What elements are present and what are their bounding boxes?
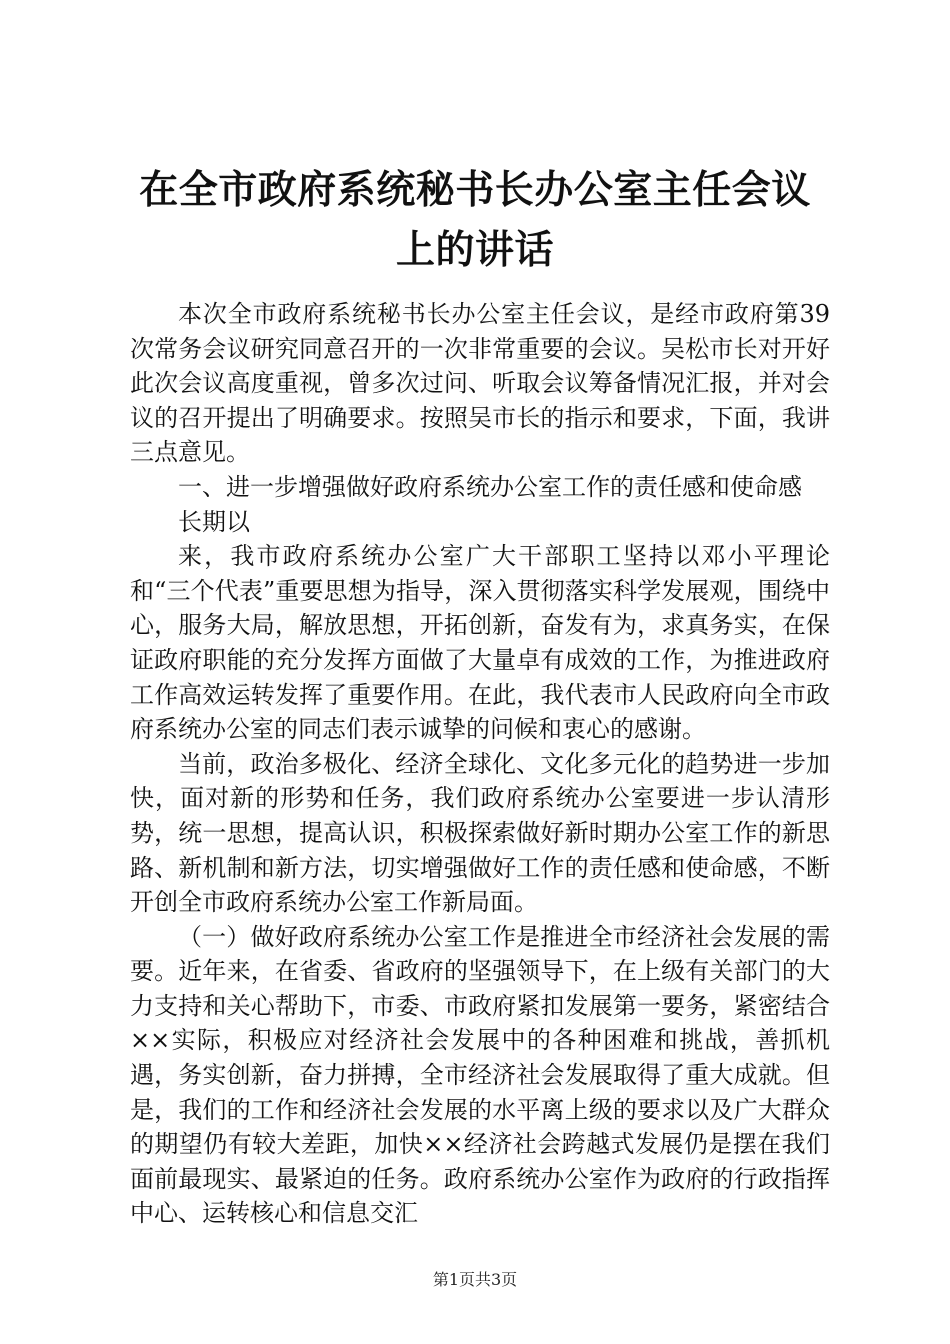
paragraph-intro: 本次全市政府系统秘书长办公室主任会议，是经市政府第39次常务会议研究同意召开的一次非常重要的会议。吴松市长对开好此次会议高度重视，曾多次过问、听取会议筹备情况汇报，并对会议的召开提出了明确要求。按照吴市长的指示和要求，下面，我讲三点意见。 xyxy=(130,300,830,467)
page-number: 第1页 xyxy=(432,1270,475,1289)
document-title: 在全市政府系统秘书长办公室主任会议上的讲话 xyxy=(139,167,811,273)
paragraph-point-1: （一）做好政府系统办公室工作是推进全市经济社会发展的需要。近年来，在省委、省政府的坚强领导下，在上级有关部门的大力支持和关心帮助下，市委、市政府紧扣发展第一要务，紧密结合××实际，积极应对经济社会发展中的各种困难和挑战，善抓机遇，务实创新，奋力拼搏，全市经济社会发展取得了重大成就。但是，我们的工作和经济社会发展的水平离上级的要求以及广大群众的期望仍有较大差距，加快××经济社会跨越式发展仍是摆在我们面前最现实、最紧迫的任务。政府系统办公室作为政府的行政指挥中心、运转核心和信息交汇 xyxy=(130,922,830,1228)
paragraph-fragment: 长期以 xyxy=(178,507,250,536)
paragraph-current-situation: 当前，政治多极化、经济全球化、文化多元化的趋势进一步加快，面对新的形势和任务，我们政府系统办公室要进一步认清形势，统一思想，提高认识，积极探索做好新时期办公室工作的新思路、新机制和新方法，切实增强做好工作的责任感和使命感，不断开创全市政府系统办公室工作新局面。 xyxy=(130,749,830,917)
section-heading-1: 一、进一步增强做好政府系统办公室工作的责任感和使命感 xyxy=(178,472,802,501)
page-footer xyxy=(0,1268,950,1292)
document-body xyxy=(130,297,830,1231)
paragraph-achievements: 来，我市政府系统办公室广大干部职工坚持以邓小平理论和“三个代表”重要思想为指导，深入贯彻落实科学发展观，围绕中心，服务大局，解放思想，开拓创新，奋发有为，求真务实，在保证政府职能的充分发挥方面做了大量卓有成效的工作，为推进政府工作高效运转发挥了重要作用。在此，我代表市人民政府向全市政府系统办公室的同志们表示诚挚的问候和衷心的感谢。 xyxy=(130,542,830,744)
page-total: 共3页 xyxy=(475,1270,518,1289)
